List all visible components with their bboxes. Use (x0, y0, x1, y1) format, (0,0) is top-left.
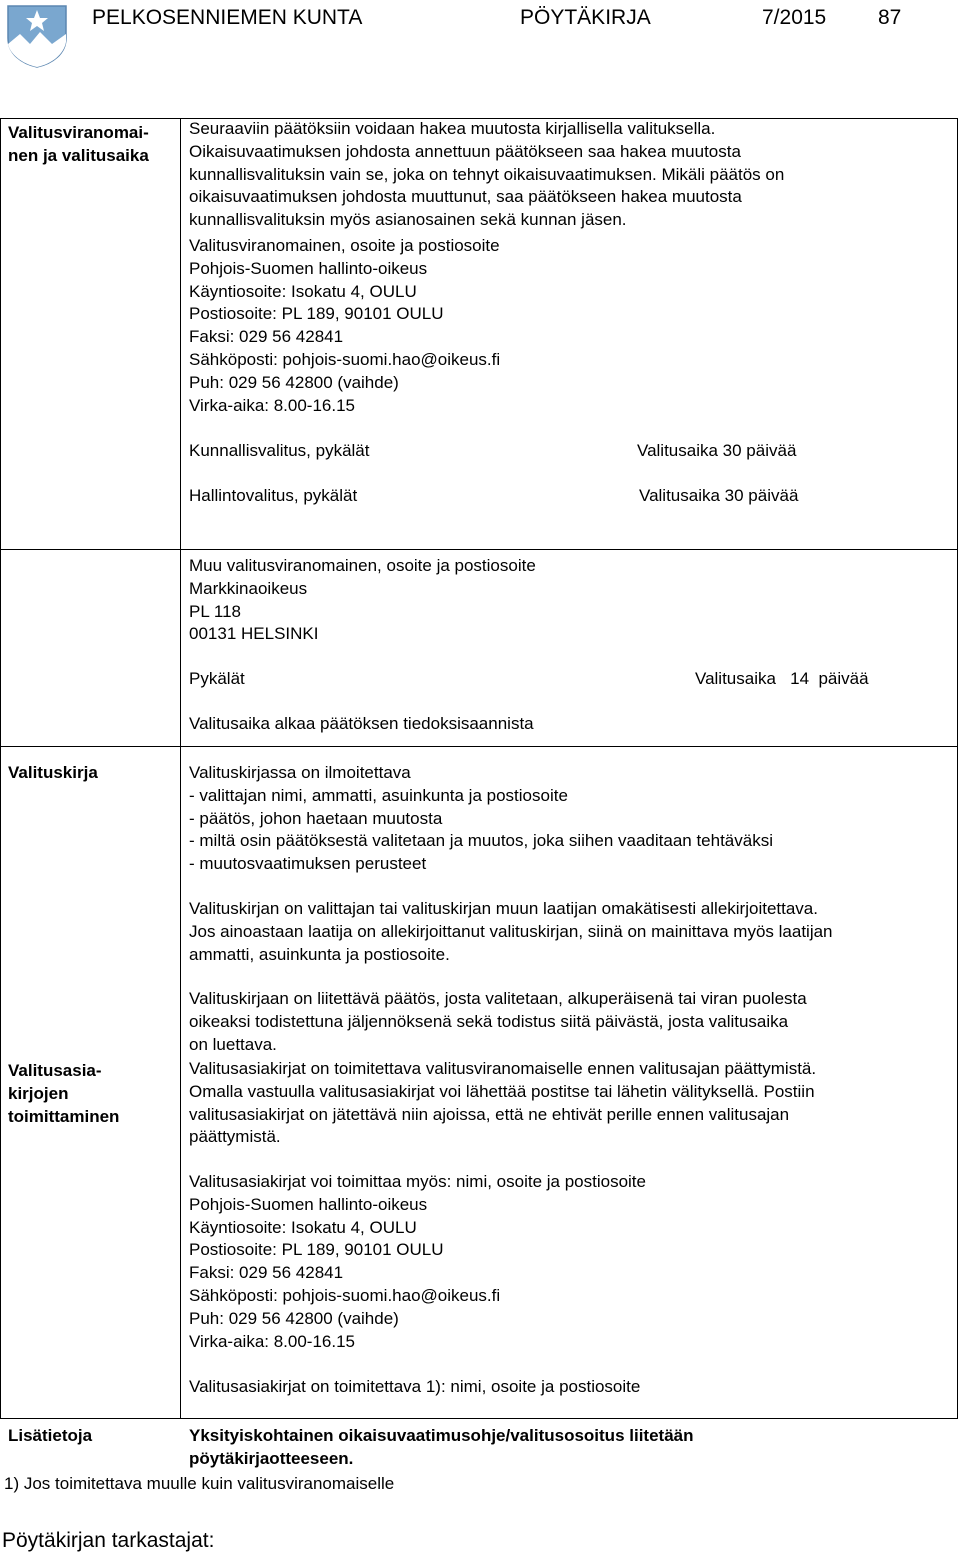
text-line: Seuraaviin päätöksiin voidaan hakea muutosta kirjallisella valituksella. (189, 119, 716, 138)
text-line: Jos ainoastaan laatija on allekirjoittanut valituskirjan, siinä on mainittava myös laatijan (189, 921, 833, 941)
text-line: päättymistä. (189, 1127, 281, 1147)
signature-label: Pöytäkirjan tarkastajat: (2, 1529, 215, 1552)
section4-address (189, 1171, 646, 1353)
municipality-coat-of-arms (6, 4, 68, 68)
text-line: Faksi: 029 56 42841 (189, 327, 344, 347)
text-line: valitusasiakirjat on jätettävä niin ajoissa, että ne ehtivät perille ennen valitusajan (189, 1104, 790, 1124)
valitusaika-alkaa: Valitusaika alkaa päätöksen tiedoksisaannista (189, 714, 534, 733)
text-line: oikaisuvaatimuksen johdosta muuttunut, saa päätökseen hakea muutosta (189, 187, 742, 207)
section3-attachments (189, 988, 807, 1056)
text-line: Oikaisuvaatimuksen johdosta annettuun päätökseen saa hakea muutosta (189, 141, 741, 161)
text-line: Omalla vastuulla valitusasiakirjat voi lähettää postitse tai lähetin välityksellä. Postiin (189, 1081, 815, 1101)
label-line: toimittaminen (8, 1106, 120, 1126)
text-line: PL 118 (189, 601, 241, 621)
text-line: ammatti, asuinkunta ja postiosoite. (189, 944, 450, 964)
list-item: - muutosvaatimuksen perusteet (189, 854, 427, 874)
label-line: Valitusasia- (8, 1061, 102, 1080)
list-item: - miltä osin päätöksestä valitetaan ja muutos, joka siihen vaaditaan tehtäväksi (189, 831, 773, 851)
row-divider-1 (0, 549, 958, 550)
text-line: 00131 HELSINKI (189, 624, 319, 644)
text-line: Faksi: 029 56 42841 (189, 1263, 344, 1283)
text-line: Valitusasiakirjat voi toimittaa myös: nimi, osoite ja postiosoite (189, 1172, 646, 1191)
row-divider-3 (0, 1418, 958, 1419)
table-left-border (0, 118, 1, 1419)
section1-address (189, 235, 500, 417)
page-number: 87 (878, 6, 902, 29)
label-line: Valitusviranomai- (8, 123, 149, 142)
section4-paragraph (189, 1058, 816, 1149)
section5-text (189, 1425, 694, 1471)
text-line: Postiosoite: PL 189, 90101 OULU (189, 1240, 444, 1260)
issue-number: 7/2015 (762, 6, 827, 29)
section3-signing (189, 898, 833, 966)
kunnallisvalitus-label: Kunnallisvalitus, pykälät (189, 441, 370, 460)
table-column-divider (180, 118, 181, 1419)
text-line: Valituskirjaan on liitettävä päätös, josta valitetaan, alkuperäisenä tai viran puolesta (189, 989, 807, 1008)
pykalat-label: Pykälät (189, 669, 245, 688)
text-line: on luettava. (189, 1034, 277, 1054)
text-line: Käyntiosoite: Isokatu 4, OULU (189, 1217, 417, 1237)
text-line: pöytäkirjaotteeseen. (189, 1448, 354, 1468)
text-line: Valitusasiakirjat on toimitettava valitusviranomaiselle ennen valitusajan päättymistä. (189, 1059, 817, 1078)
section-label-valitusviranomainen (8, 122, 149, 168)
list-item: - päätös, johon haetaan muutosta (189, 808, 443, 828)
text-line: Muu valitusviranomainen, osoite ja postiosoite (189, 556, 536, 575)
section-label-toimittaminen (8, 1060, 119, 1128)
text-line: Valituskirjassa on ilmoitettava (189, 763, 411, 782)
text-line: oikeaksi todistettuna jäljennöksenä sekä todistus siitä päivästä, josta valitusaika (189, 1011, 789, 1031)
kunnallisvalitus-time: Valitusaika 30 päivää (637, 441, 797, 460)
footnote: 1) Jos toimitettava muulle kuin valitusviranomaiselle (4, 1474, 395, 1493)
text-line: Postiosoite: PL 189, 90101 OULU (189, 304, 444, 324)
section1-paragraph (189, 118, 784, 232)
text-line: Virka-aika: 8.00-16.15 (189, 395, 356, 415)
section-label-valituskirja: Valituskirja (8, 763, 98, 782)
row-divider-2 (0, 746, 958, 747)
text-line: Pohjois-Suomen hallinto-oikeus (189, 258, 428, 278)
hallintovalitus-label: Hallintovalitus, pykälät (189, 486, 358, 505)
text-line: Pohjois-Suomen hallinto-oikeus (189, 1194, 428, 1214)
text-line: kunnallisvalituksin vain se, joka on tehnyt oikaisuvaatimuksen. Mikäli päätös on (189, 164, 785, 184)
section2-address (189, 555, 536, 646)
text-line: Puh: 029 56 42800 (vaihde) (189, 1308, 399, 1328)
text-line: Käyntiosoite: Isokatu 4, OULU (189, 281, 417, 301)
municipality-name: PELKOSENNIEMEN KUNTA (92, 6, 363, 29)
list-item: - valittajan nimi, ammatti, asuinkunta ja postiosoite (189, 785, 568, 805)
text-line: Sähköposti: pohjois-suomi.hao@oikeus.fi (189, 1285, 501, 1305)
text-line: Sähköposti: pohjois-suomi.hao@oikeus.fi (189, 349, 501, 369)
section3-list (189, 762, 773, 876)
footnote-reference-line: Valitusasiakirjat on toimitettava 1): nimi, osoite ja postiosoite (189, 1377, 641, 1396)
section-label-lisatietoja: Lisätietoja (8, 1426, 93, 1445)
hallintovalitus-time: Valitusaika 30 päivää (639, 486, 799, 505)
label-line: nen ja valitusaika (8, 145, 149, 165)
document-type: PÖYTÄKIRJA (520, 6, 651, 29)
text-line: Virka-aika: 8.00-16.15 (189, 1331, 356, 1351)
label-line: kirjojen (8, 1083, 69, 1103)
table-right-border (957, 118, 958, 1419)
text-line: Valituskirjan on valittajan tai valituskirjan muun laatijan omakätisesti allekirjoitettava. (189, 899, 818, 918)
text-line: Valitusviranomainen, osoite ja postiosoite (189, 236, 500, 255)
markkinaoikeus-time: Valitusaika 14 päivää (695, 669, 869, 688)
text-line: Markkinaoikeus (189, 578, 308, 598)
text-line: Yksityiskohtainen oikaisuvaatimusohje/valitusosoitus liitetään (189, 1426, 694, 1445)
text-line: kunnallisvalituksin myös asianosainen sekä kunnan jäsen. (189, 210, 627, 230)
text-line: Puh: 029 56 42800 (vaihde) (189, 372, 399, 392)
